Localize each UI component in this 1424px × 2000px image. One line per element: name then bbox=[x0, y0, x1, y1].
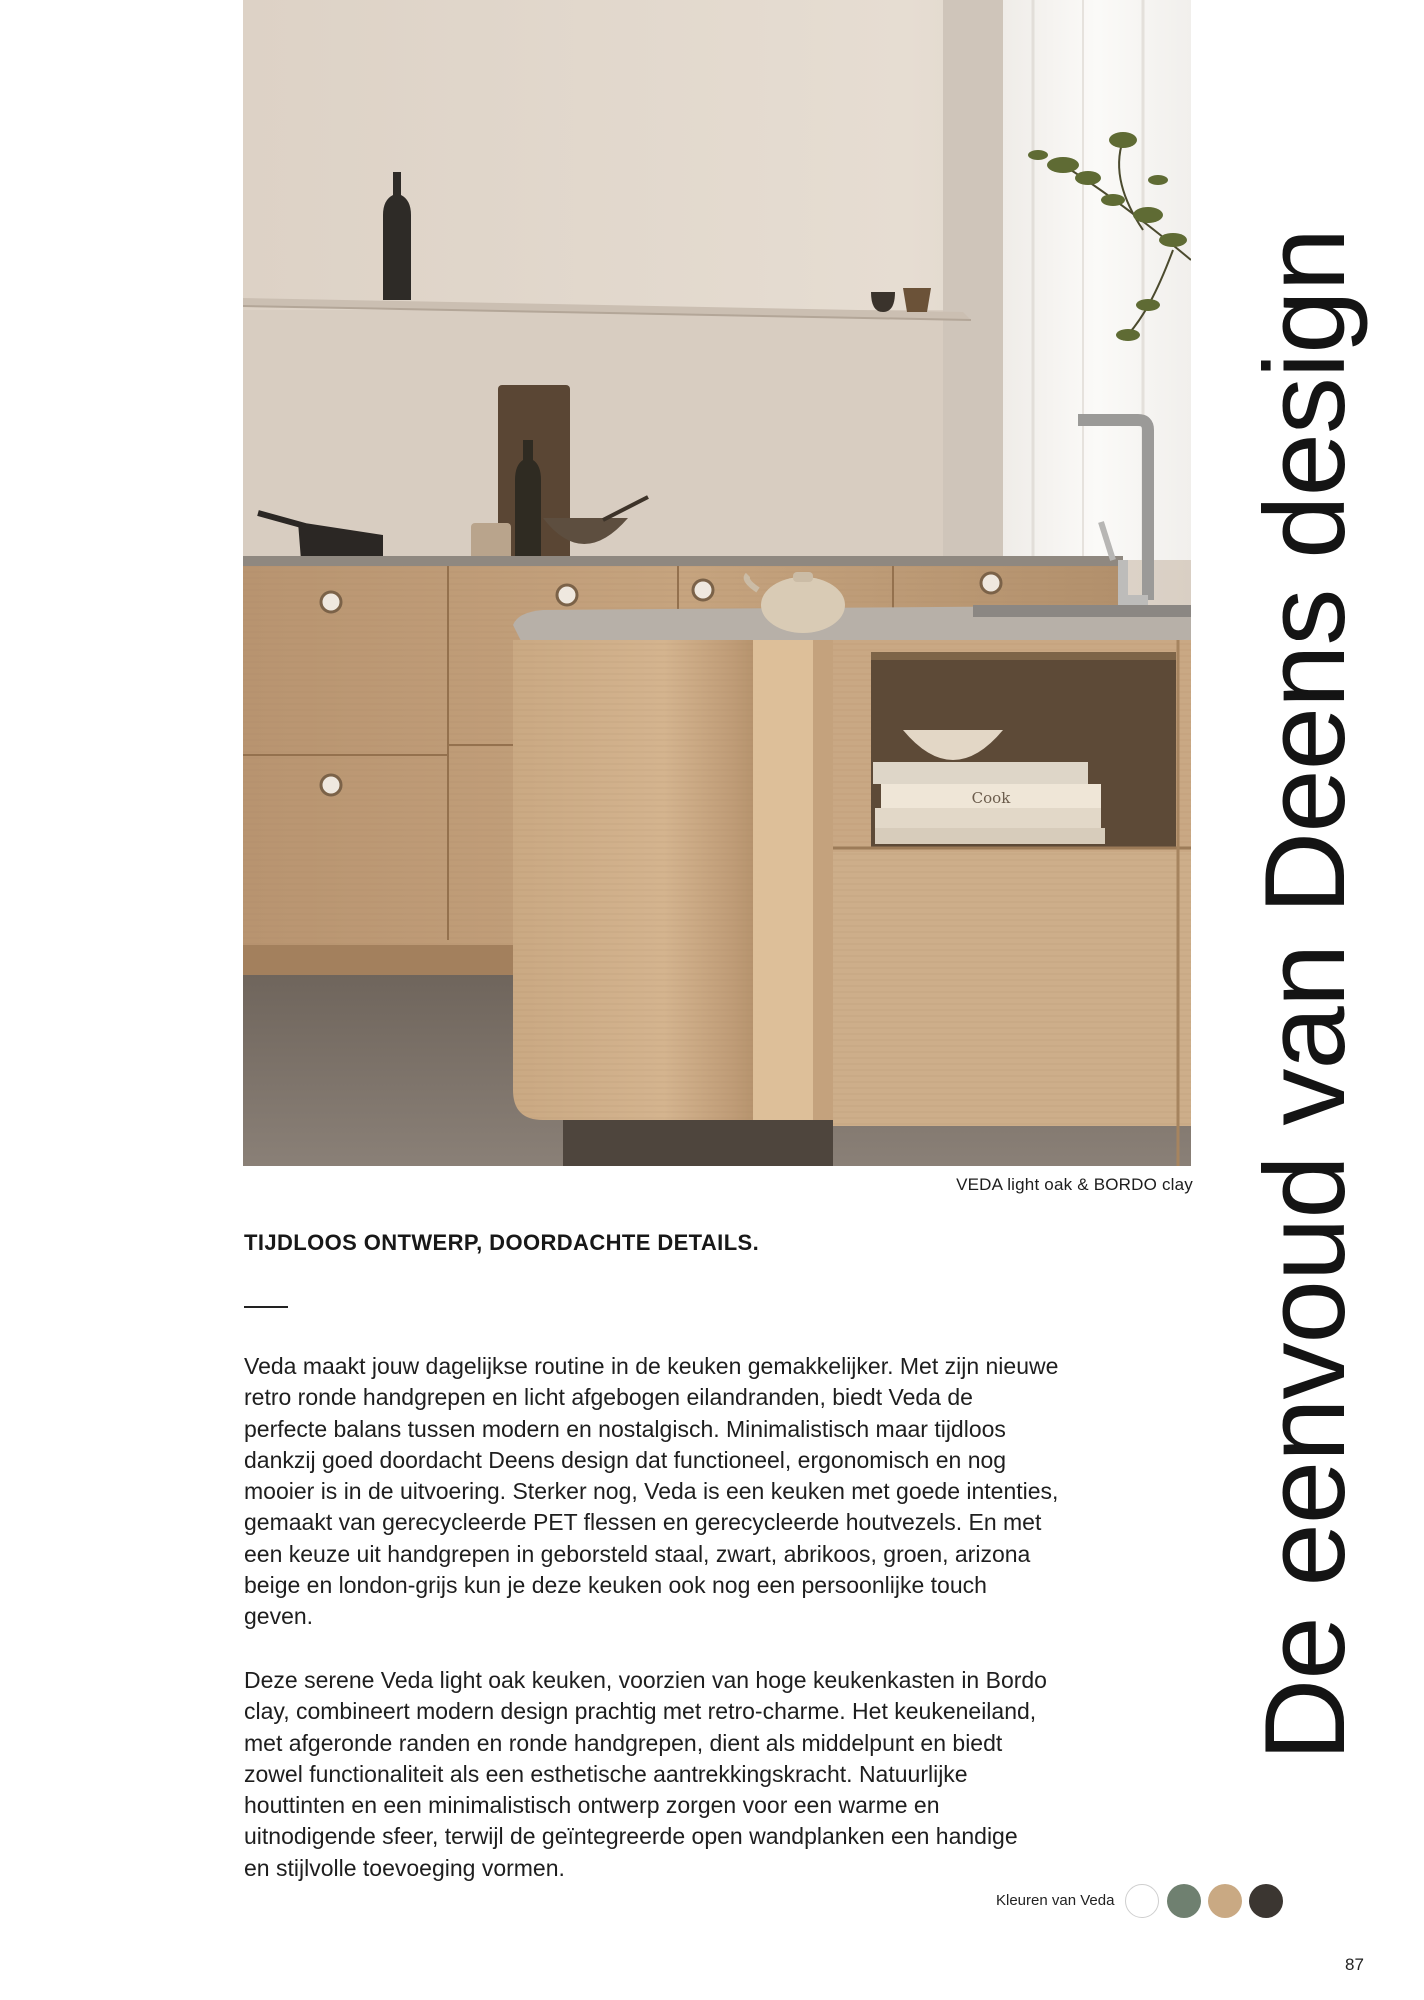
text-line: perfecte balans tussen modern en nostalgisch. Minimalistisch maar tijdloos bbox=[244, 1415, 1006, 1442]
book-cook-label: Cook bbox=[971, 789, 1011, 807]
colors-label: Kleuren van Veda bbox=[996, 1892, 1115, 1909]
text-line: een keuze uit handgrepen in geborsteld staal, zwart, abrikoos, groen, arizona bbox=[244, 1540, 1031, 1567]
swatch-green bbox=[1167, 1884, 1201, 1918]
text-line: houttinten en een minimalistisch ontwerp zorgen voor een warme en bbox=[244, 1792, 940, 1819]
text-line: uitnodigende sfeer, terwijl de geïntegreerde open wandplanken een handige bbox=[244, 1823, 1018, 1850]
swatch-dark-grey bbox=[1249, 1884, 1283, 1918]
text-line: en stijlvolle toevoeging vormen. bbox=[244, 1854, 565, 1881]
page-number: 87 bbox=[1345, 1955, 1364, 1974]
text-line: met afgeronde randen en ronde handgrepen, dient als middelpunt en biedt bbox=[244, 1729, 1003, 1756]
text-line: Deze serene Veda light oak keuken, voorzien van hoge keukenkasten in Bordo bbox=[244, 1667, 1047, 1693]
kitchen-photo bbox=[243, 0, 1191, 1166]
text-line: zowel functionaliteit als een esthetische aantrekkingskracht. Natuurlijke bbox=[244, 1760, 968, 1787]
paragraph-description bbox=[244, 1665, 1124, 1884]
vertical-page-title: De eenvoud van Deens design bbox=[1242, 228, 1369, 1762]
text-line: dankzij goed doordacht Deens design dat functioneel, ergonomisch en nog bbox=[244, 1446, 1007, 1473]
text-line: geven. bbox=[244, 1603, 314, 1630]
text-line: retro ronde handgrepen en licht afgebogen eilandranden, biedt Veda de bbox=[244, 1384, 973, 1411]
paragraph-intro bbox=[244, 1351, 1124, 1633]
text-line: clay, combineert modern design prachtig met retro-charme. Het keukeneiland, bbox=[244, 1698, 1037, 1725]
text-line: mooier is in de uitvoering. Sterker nog, Veda is een keuken met goede intenties, bbox=[244, 1478, 1059, 1505]
swatch-white bbox=[1125, 1884, 1159, 1918]
section-heading: TIJDLOOS ONTWERP, DOORDACHTE DETAILS. bbox=[244, 1230, 760, 1255]
text-line: gemaakt van gerecycleerde PET flessen en gerecycleerde houtvezels. En met bbox=[244, 1509, 1042, 1536]
photo-caption: VEDA light oak & BORDO clay bbox=[956, 1175, 1193, 1194]
text-line: beige en london-grijs kun je deze keuken ook nog een persoonlijke touch bbox=[244, 1572, 987, 1599]
text-line: Veda maakt jouw dagelijkse routine in de keuken gemakkelijker. Met zijn nieuwe bbox=[244, 1353, 1059, 1379]
swatch-apricot bbox=[1208, 1884, 1242, 1918]
heading-divider bbox=[244, 1306, 288, 1308]
